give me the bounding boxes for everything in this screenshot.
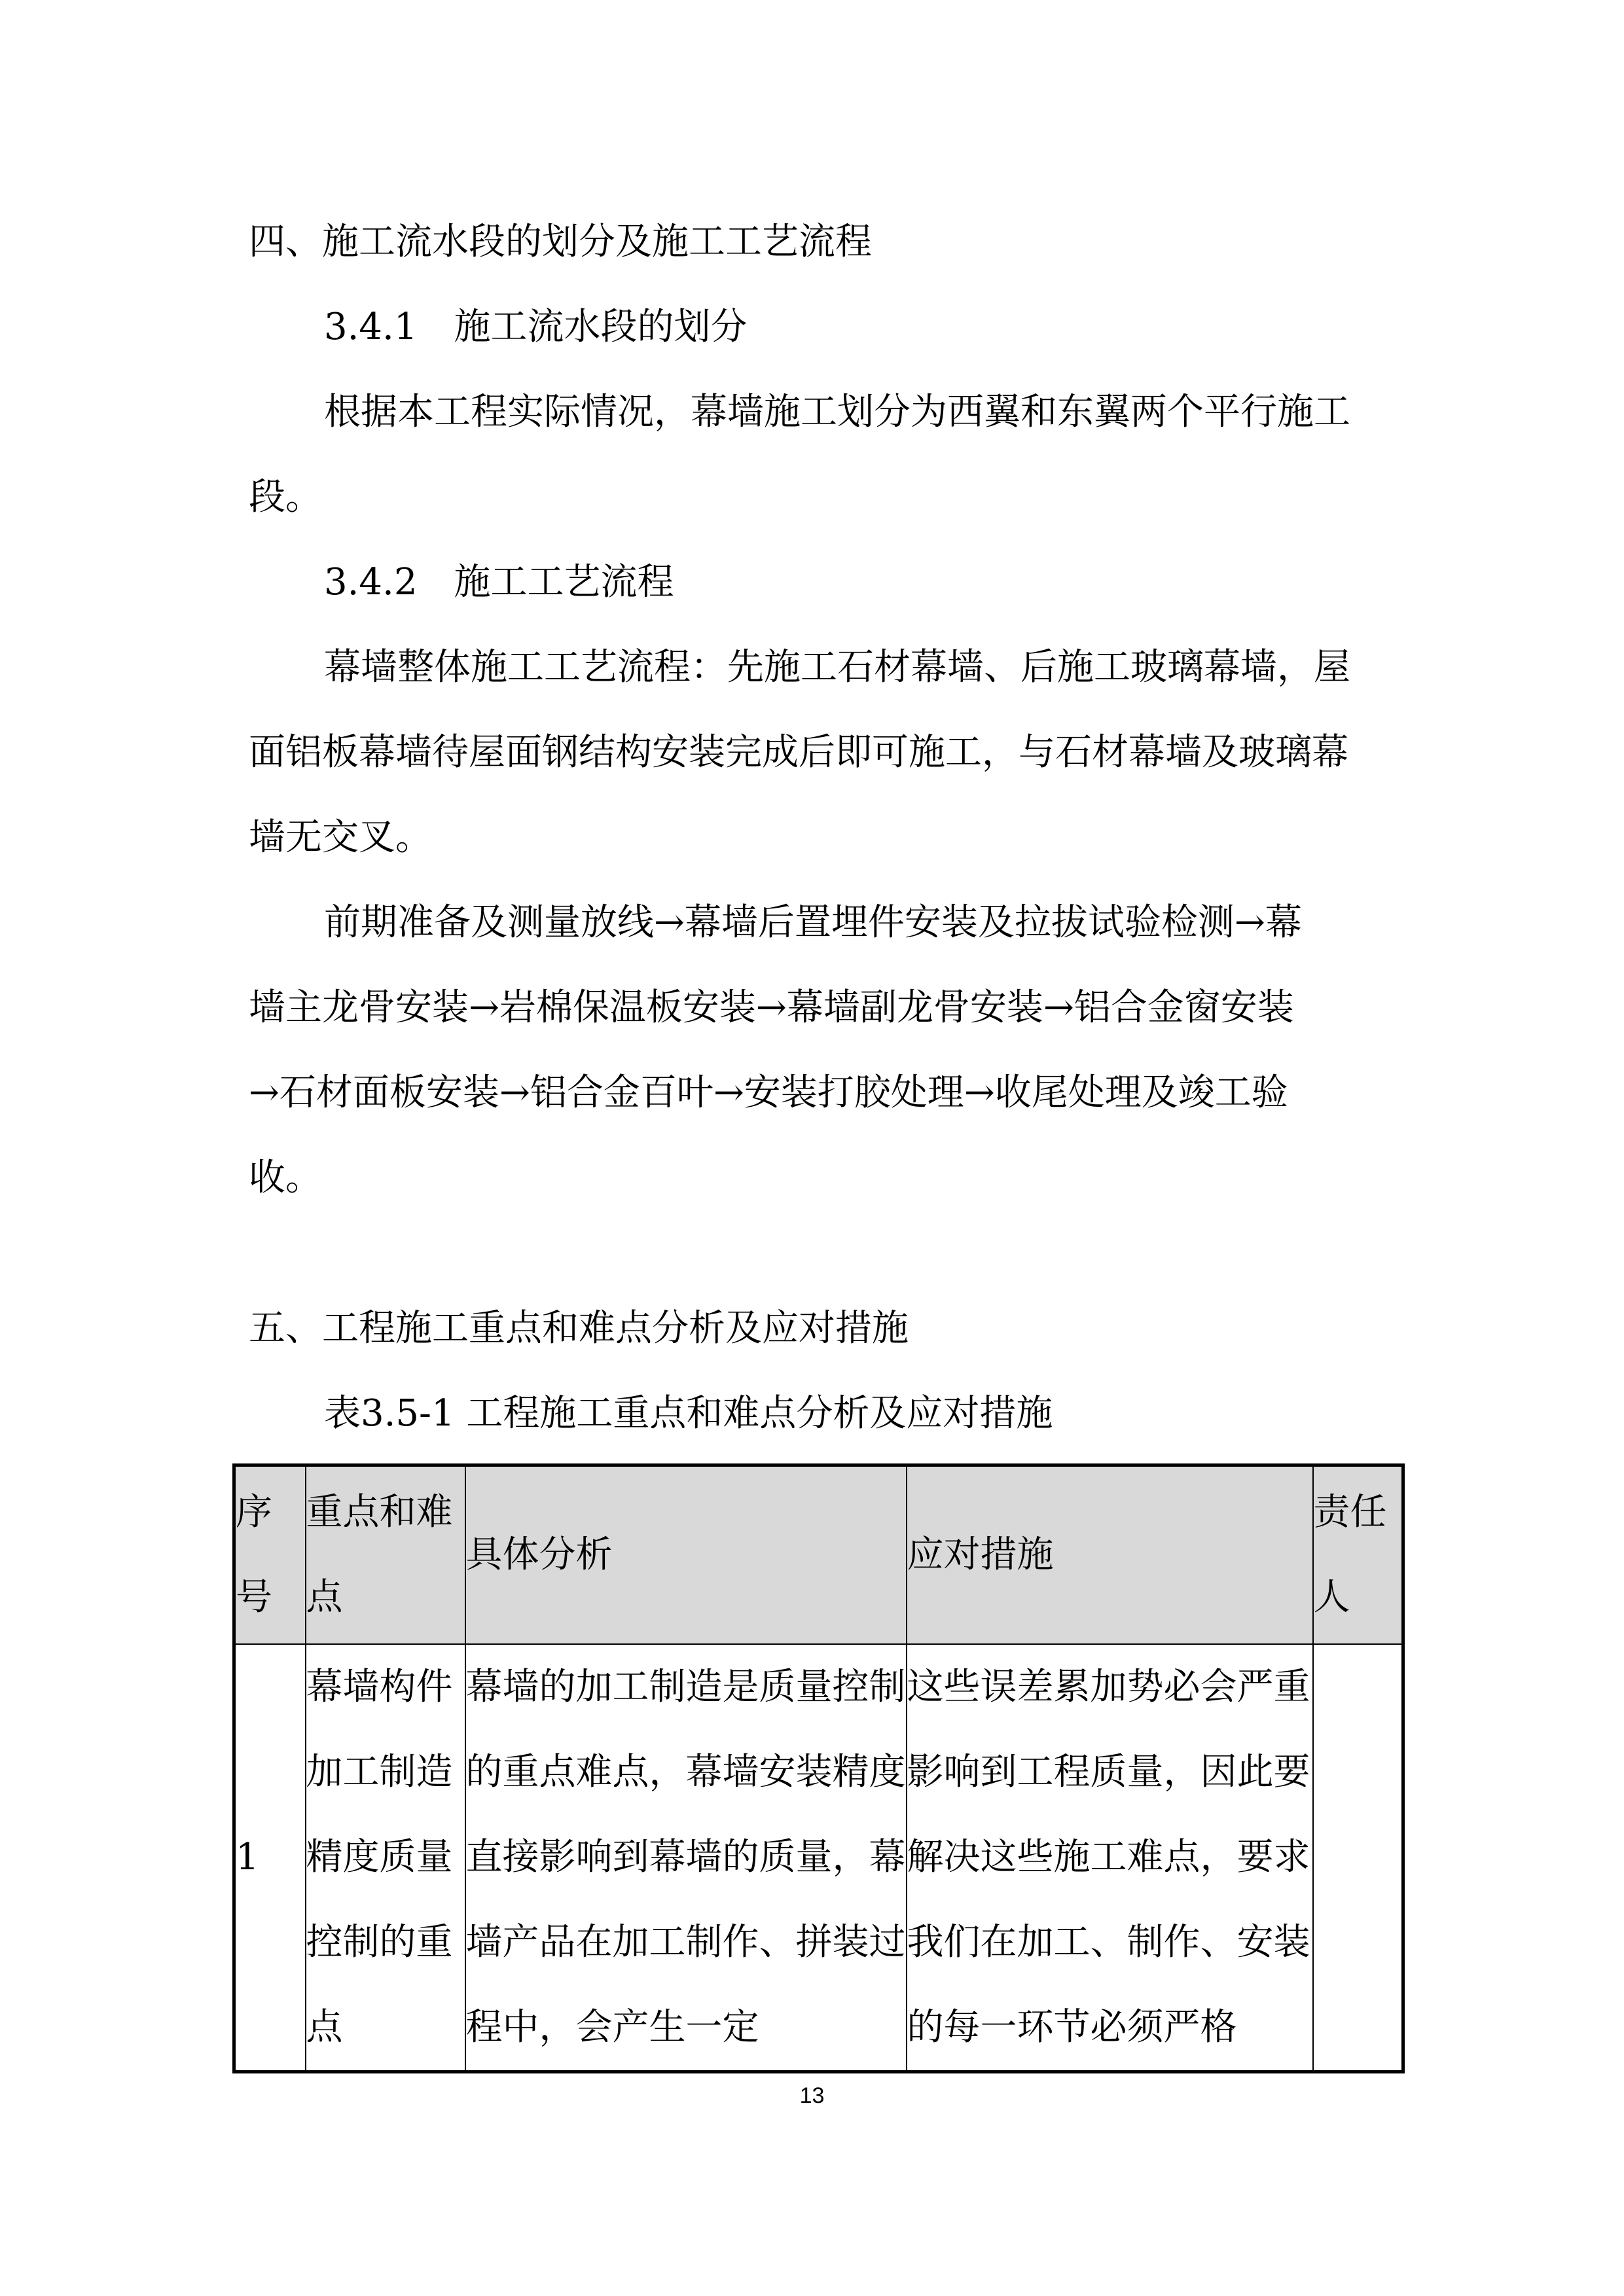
- header-key-point: 重点和难点: [306, 1465, 465, 1645]
- header-responsible: 责任人: [1313, 1465, 1403, 1645]
- sub2-paragraph-line-3: 墙无交叉。: [249, 816, 432, 859]
- subsection-3-4-2-heading: 3.4.2 施工工艺流程: [324, 561, 674, 603]
- flow-paragraph-line-1: 前期准备及测量放线→幕墙后置埋件安装及拉拔试验检测→幕: [324, 901, 1302, 944]
- subsection-3-4-1-heading: 3.4.1 施工流水段的划分: [324, 306, 748, 348]
- header-analysis: 具体分析: [465, 1465, 907, 1645]
- cell-measures: 这些误差累加势必会严重影响到工程质量，因此要解决这些施工难点，要求我们在加工、制作、安装的每一环节必须严格: [907, 1644, 1313, 2072]
- table-caption: 表3.5-1 工程施工重点和难点分析及应对措施: [324, 1392, 1053, 1435]
- cell-responsible: [1313, 1644, 1403, 2072]
- page-number: 13: [799, 2083, 825, 2108]
- header-serial-number: 序号: [234, 1465, 306, 1645]
- flow-paragraph-line-4: 收。: [249, 1157, 322, 1199]
- cell-analysis: 幕墙的加工制造是质量控制的重点难点，幕墙安装精度直接影响到幕墙的质量，幕墙产品在加工制作、拼装过程中，会产生一定: [465, 1644, 907, 2072]
- table-row: [234, 1644, 1403, 2072]
- cell-serial-number: 1: [234, 1644, 306, 2072]
- flow-paragraph-line-2: 墙主龙骨安装→岩棉保温板安装→幕墙副龙骨安装→铝合金窗安装: [249, 986, 1294, 1029]
- flow-paragraph-line-3: →石材面板安装→铝合金百叶→安装打胶处理→收尾处理及竣工验: [249, 1071, 1288, 1114]
- sub2-paragraph-line-2: 面铝板幕墙待屋面钢结构安装完成后即可施工，与石材幕墙及玻璃幕: [249, 731, 1348, 774]
- header-measures: 应对措施: [907, 1465, 1313, 1645]
- cell-key-point: 幕墙构件加工制造精度质量控制的重点: [306, 1644, 465, 2072]
- table-header-row: [234, 1465, 1403, 1645]
- key-difficulty-table: [232, 1463, 1405, 2073]
- section-4-heading: 四、施工流水段的划分及施工工艺流程: [249, 221, 872, 263]
- section-5-heading: 五、工程施工重点和难点分析及应对措施: [249, 1307, 909, 1350]
- sub1-paragraph-line-1: 根据本工程实际情况，幕墙施工划分为西翼和东翼两个平行施工: [324, 391, 1350, 433]
- sub1-paragraph-line-2: 段。: [249, 476, 322, 518]
- sub2-paragraph-line-1: 幕墙整体施工工艺流程：先施工石材幕墙、后施工玻璃幕墙，屋: [324, 646, 1350, 689]
